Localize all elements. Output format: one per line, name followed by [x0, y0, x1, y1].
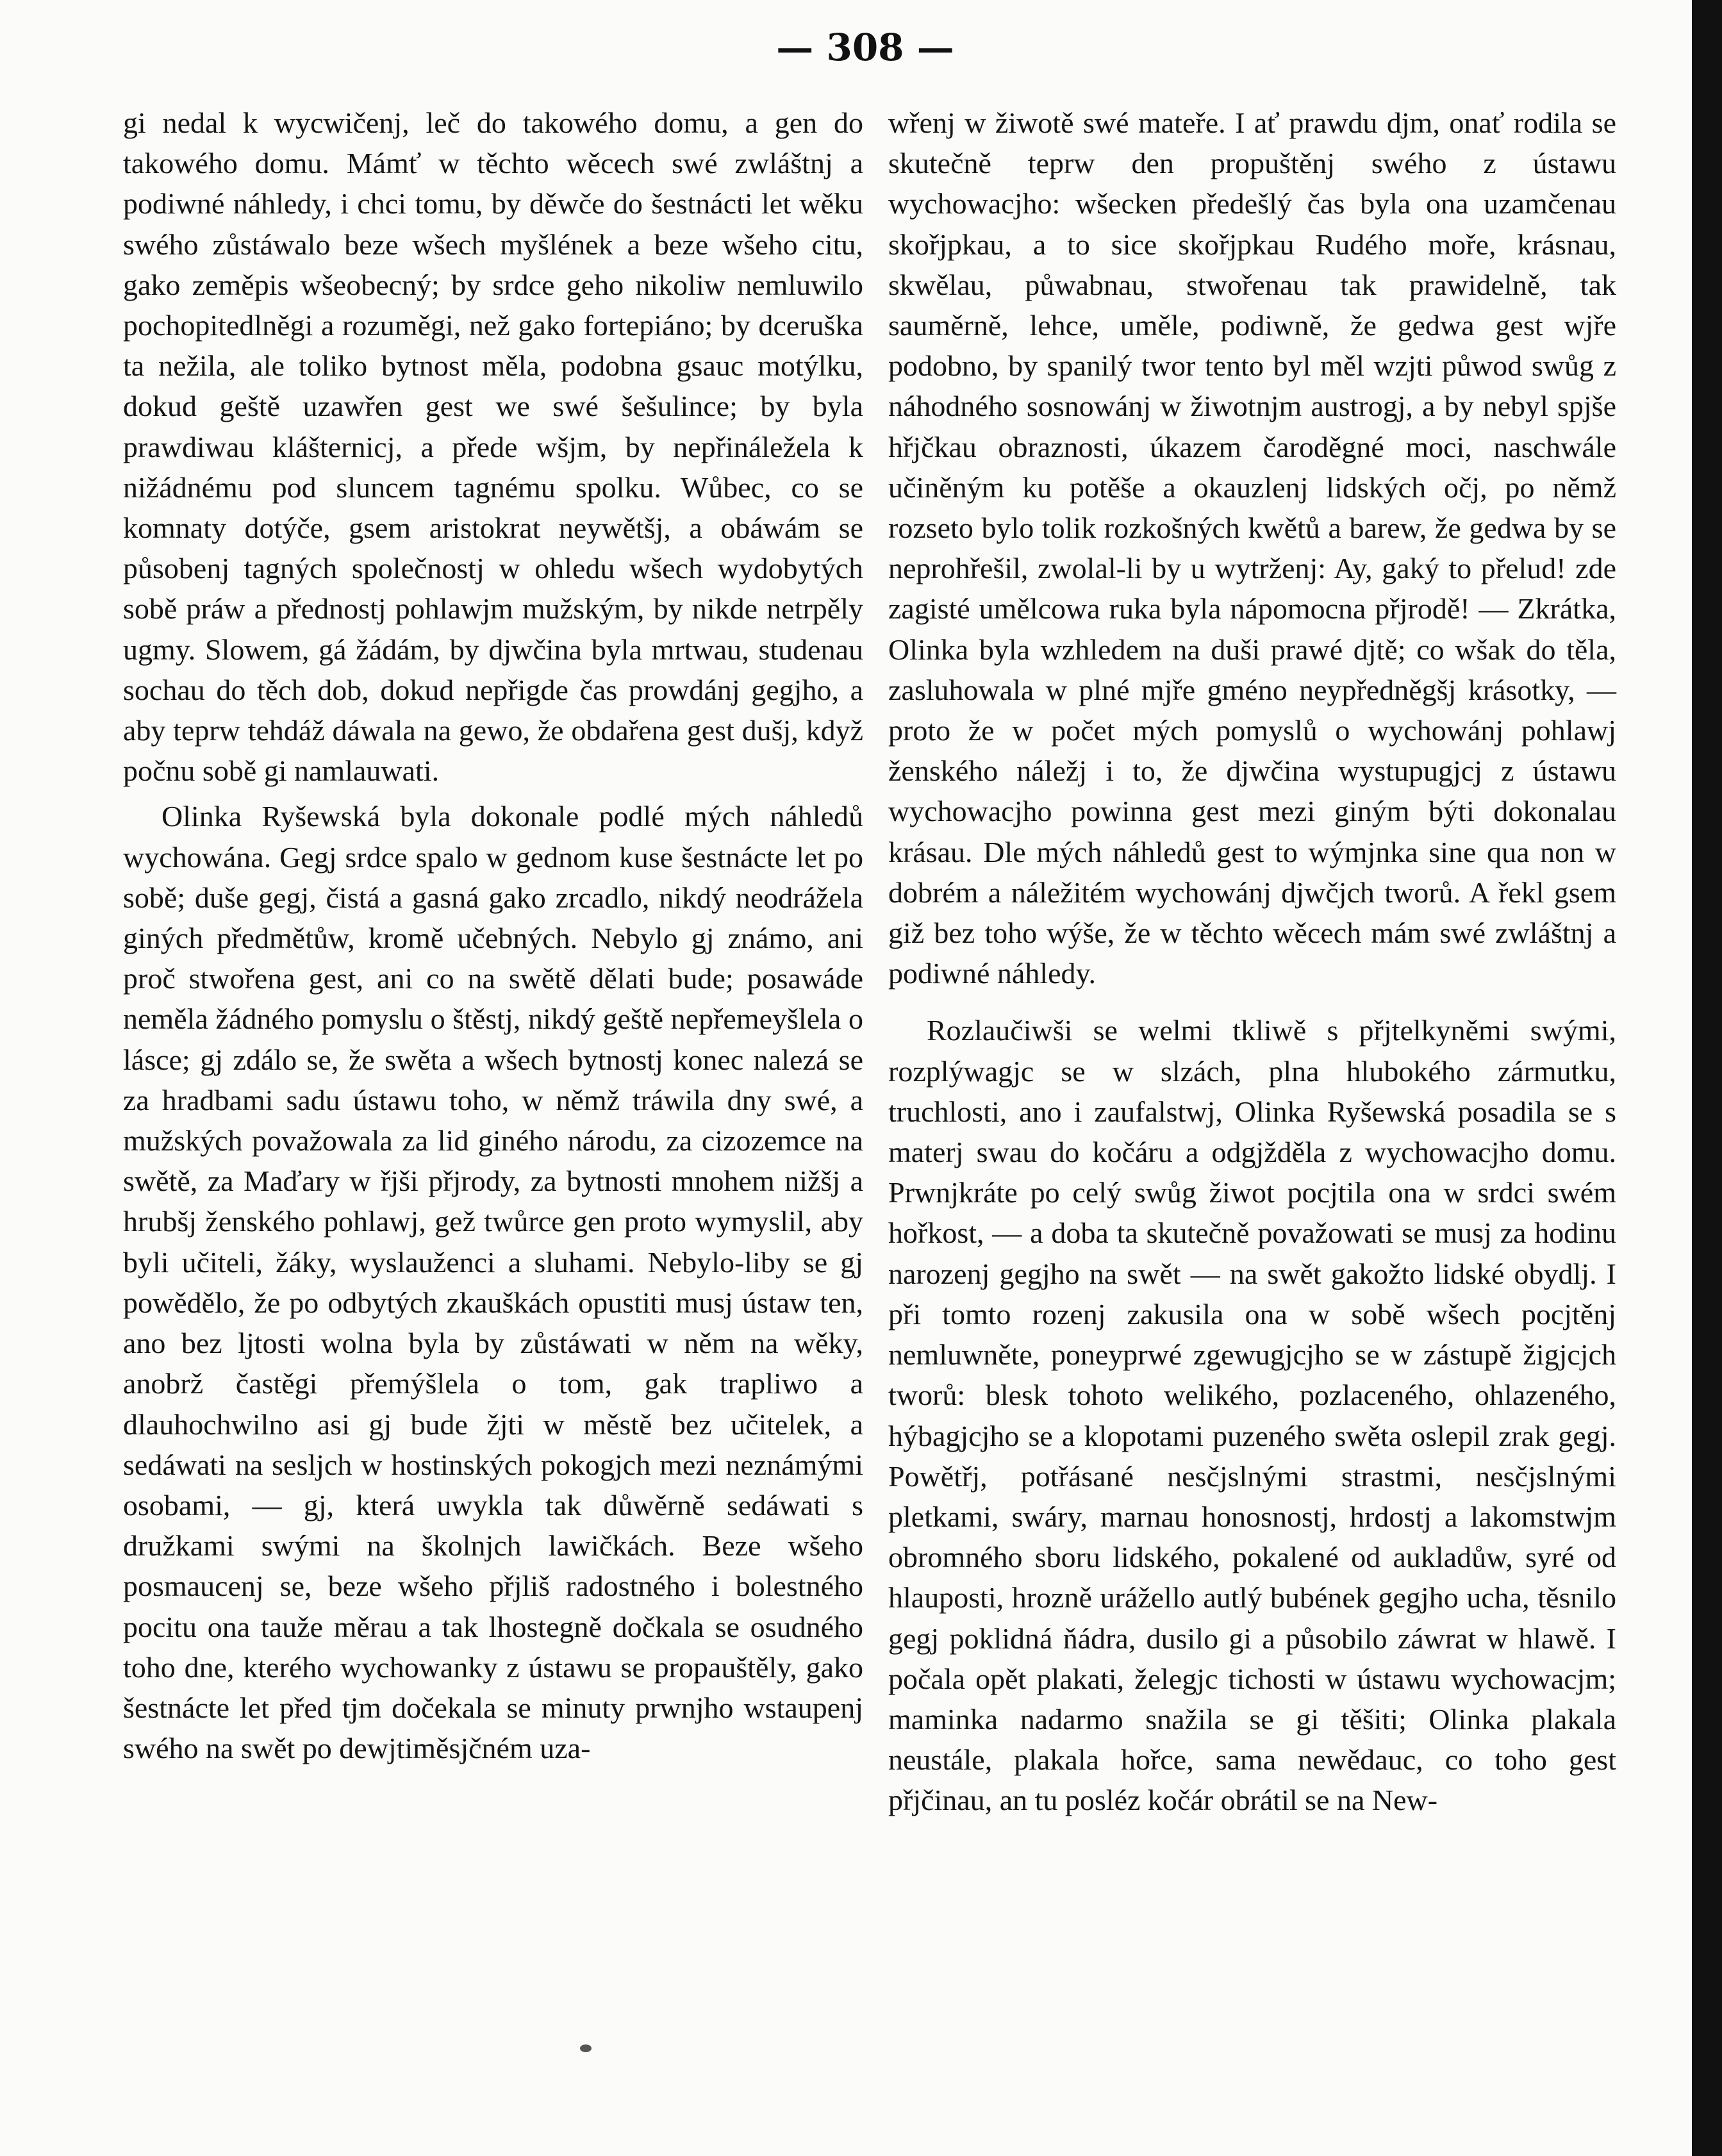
right-paragraph-2: Rozlaučiwši se welmi tkliwě s přjtelkyněmi swými, rozplýwagjc se w slzách, plna hlubokého zármutku, truchlosti, ano i zaufalstwj, Olinka Ryšewská posadila se s materj swau do kočáru a odgjžděla z wychowacjho domu. Prwnjkráte po celý swůg žiwot pocjtila ona w srdci swém hořkost, — a doba ta skutečně považowati se musj za hodinu narozenj gegjho na swět — na swět gakožto lidské obydlj. I při tomto rozenj zakusila ona w sobě wšech pocjtěnj nemluwněte, poneyprwé zgewugjcjho se w zástupě žigjcjch tworů: blesk tohoto welikého, pozlaceného, ohlazeného, hýbagjcjho se a klopotami puzeného swěta oslepil zrak gegj. Powětřj, potřásané nesčjslnými strastmi, nesčjslnými pletkami, swáry, marnau honosnostj, hrdostj a lakomstwjm obromného sboru lidského, pokalené od aukladůw, syré od hlauposti, hrozně urážello autlý bubének gegjho ucha, těsnilo gegj poklidná ňádra, dusilo gi a působilo záwrat w hlawě. I počala opět plakati, želegjc tichosti w ústawu wychowacjm; maminka nadarmo snažila se gi těšiti; Olinka plakala neustále, plakala hořce, sama newědauc, co toho gest přjčinau, an tu posléz kočár obrátil se na New-: [888, 1014, 1616, 1817]
ink-speck: [580, 2044, 592, 2052]
page-number: — 308 —: [776, 26, 954, 69]
left-paragraph-2: Olinka Ryšewská byla dokonale podlé mých náhledů wychowána. Gegj srdce spalo w gednom kuse šestnácte let po sobě; duše gegj, čistá a gasná gako zrcadlo, nikdý neodrážela giných předmětůw, kromě učebných. Nebylo gj známo, ani proč stwořena gest, ani co na swětě dělati bude; posawáde neměla žádného pomyslu o štěstj, nikdý geště nepřemeyšlela o lásce; gj zdálo se, že swěta a wšech bytnostj konec nalezá se za hradbami sadu ústawu toho, w němž tráwila dny swé, a mužských považowala za lid giného národu, za cizozemce na swětě, za Maďary w řjši přjrody, za bytnosti mnohem nižšj a hrubšj ženského pohlawj, gež twůrce gen proto wymyslil, aby byli učiteli, žáky, wyslauženci a sluhami. Nebylo-liby se gj powědělo, že po odbytých zkauškách opustiti musj ústaw ten, ano bez ljtosti wolna byla by zůstáwati w něm na wěky, anobrž častěgi přemýšlela o tom, gak trapliwo a dlauhochwilno asi gj bude žjti w městě bez učitelek, a sedáwati na sesljch w hostinských pokogjch mezi neznámými osobami, — gj, která uwykla tak důwěrně sedáwati s družkami swými na školnjch lawičkách. Beze wšeho posmaucenj se, beze wšeho přjliš radostného i bolestného pocitu ona tauže měrau a tak lhostegně dočkala se osudného toho dne, kterého wychowanky z ústawu se propauštěly, gako šestnácte let před tjm dočekala se minuty prwnjho wstaupenj swého na swět po dewjtiměsjčném uza-: [123, 800, 863, 1765]
left-column: [123, 103, 863, 1768]
right-paragraph-1: wřenj w žiwotě swé mateře. I ať prawdu djm, onať rodila se skutečně teprw den propuštěnj swého z ústawu wychowacjho: wšecken předešlý čas byla ona uzamčenau skořjpkau, a to sice skořjpkau Rudého moře, krásnau, skwělau, půwabnau, stwořenau tak prawidelně, tak sauměrně, lehce, uměle, podiwně, že gedwa gest wjře podobno, by spanilý twor tento byl měl wzjti půwod swůg z náhodného sosnowánj w žiwotnjm austrogj, a by nebyl spjše hřjčkau obraznosti, úkazem čaroděgné moci, naschwále učiněným ku potěše a okauzlenj lidských očj, po němž rozseto bylo tolik rozkošných kwětů a barew, že gedwa by se neprohřešil, zwolal-li by u wytrženj: Ay, gaký to přelud! zde zagisté umělcowa ruka byla nápomocna přjrodě! — Zkrátka, Olinka byla wzhledem na duši prawé djtě; co wšak do těla, zasluhowala w plné mjře gméno neypředněgšj krásotky, — proto že w počet mých pomyslů o wychowánj pohlawj ženského náležj i to, že djwčina wystupugjcj z ústawu wychowacjho powinna gest mezi giným býti dokonalau krásau. Dle mých náhledů gest to wýmjnka sine qua non w dobrém a náležitém wychowánj djwčjch tworů. A řekl gsem giž bez toho wýše, že w těchto wěcech mám swé zwláštnj a podiwné náhledy.: [888, 106, 1616, 990]
page-edge-shadow: [1692, 0, 1722, 2156]
left-paragraph-1: gi nedal k wycwičenj, leč do takowého domu, a gen do takowého domu. Mámť w těchto wěcech swé zwláštnj a podiwné náhledy, i chci tomu, by děwče do šestnácti let wěku swého zůstáwalo beze wšech myšlének a beze wšeho citu, gako zeměpis wšeobecný; by srdce geho nikoliw nemluwilo pochopitedlněgi a rozuměgi, než gako fortepiáno; by dceruška ta nežila, ale toliko bytnost měla, podobna gsauc motýlku, dokud geště uzawřen gest we swé šešulince; by byla prawdiwau klášternicj, a přede wšjm, by nepřináležela k nižádnému pod sluncem tagnému spolku. Wůbec, co se komnaty dotýče, gsem aristokrat neywětšj, a obáwám se působenj tagných společnostj w ohledu wšech wydobytých sobě práw a přednostj pohlawjm mužským, by nikde netrpěly ugmy. Slowem, gá žádám, by djwčina byla mrtwau, studenau sochau do těch dob, dokud nepřigde čas prowdánj gegjho, a aby teprw tehdáž dáwala na gewo, že obdařena gest dušj, když počnu sobě gi namlauwati.: [123, 106, 863, 788]
right-column: [888, 103, 1616, 1821]
